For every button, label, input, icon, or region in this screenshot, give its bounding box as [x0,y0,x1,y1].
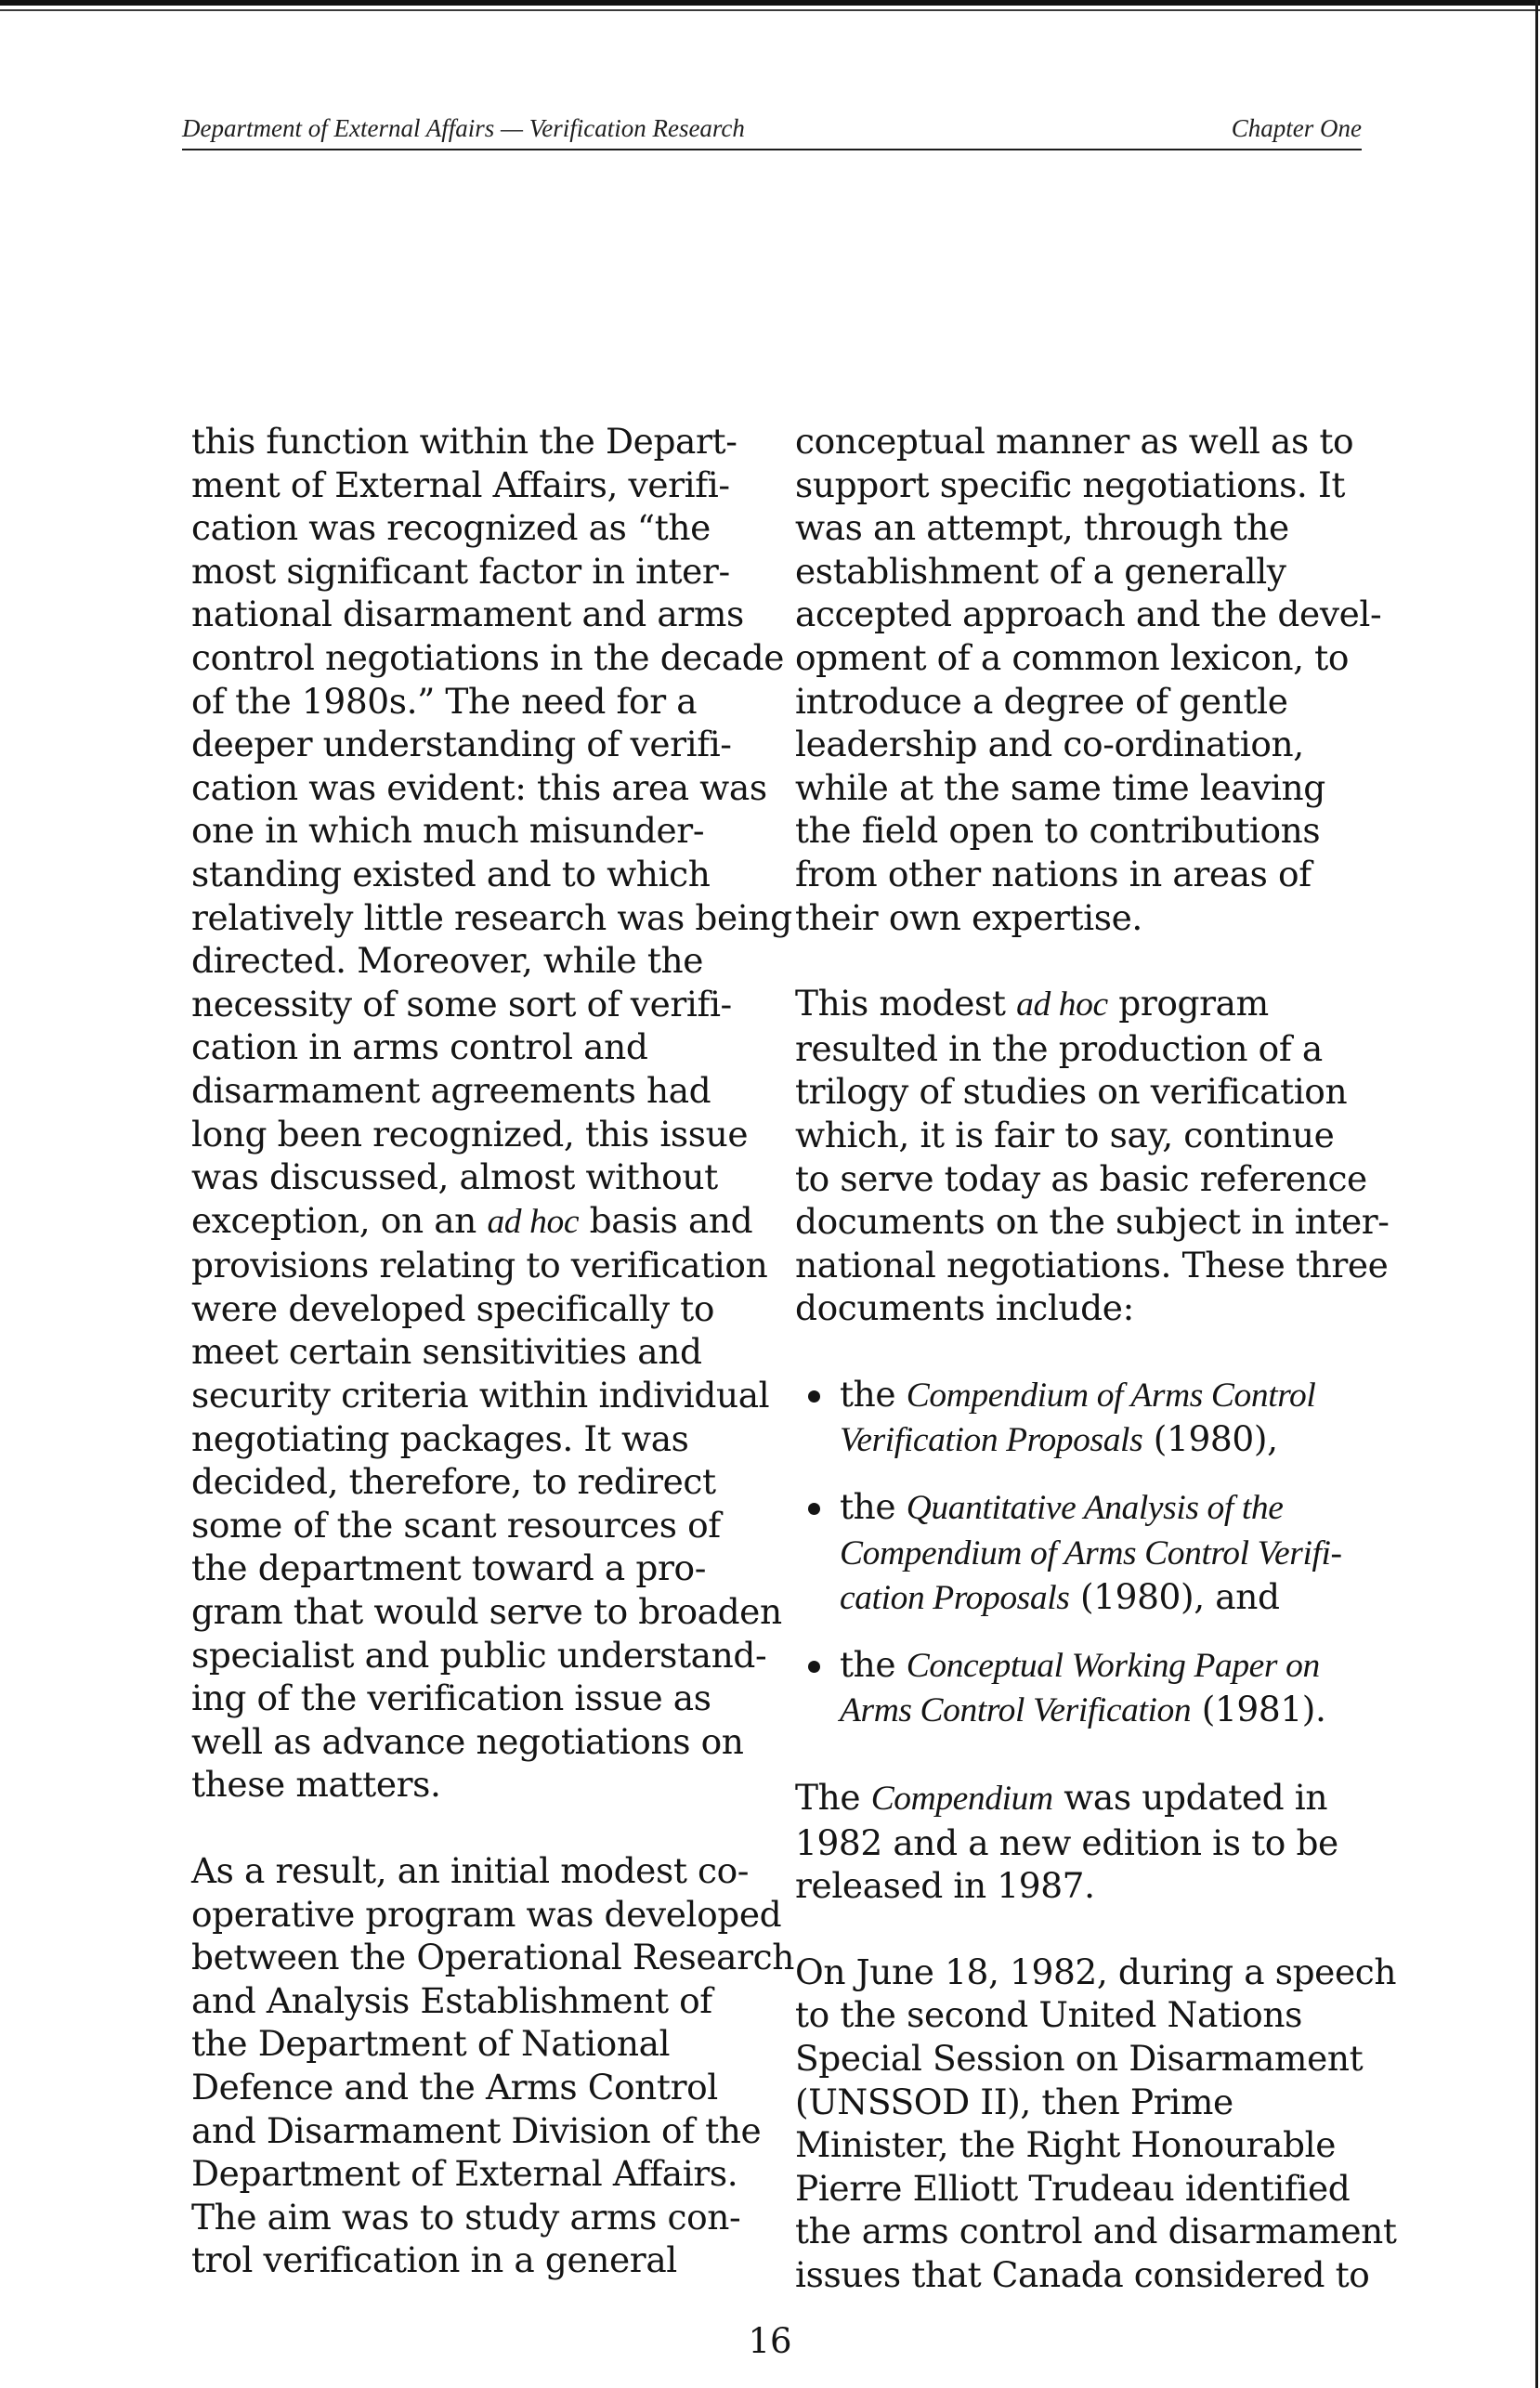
text-line: On June 18, 1982, during a speech [795,1951,1397,1992]
text-line: were developed specifically to [191,1287,715,1329]
text-line: operative program was developed [191,1893,782,1935]
text-line: (UNSSOD II), then Prime [795,2081,1233,2122]
text-line: 1982 and a new edition is to be [795,1821,1338,1863]
italic-term: ad hoc [1016,985,1108,1024]
text-line [840,1688,1390,1733]
text-line: security criteria within individual [191,1375,770,1416]
text-line: of the 1980s.” The need for a [191,680,698,722]
text-line: As a result, an initial modest co- [191,1850,750,1891]
paragraph [795,420,1390,939]
italic-title: Compendium of Arms Control [906,1376,1316,1415]
text-line: standing existed and to which [191,853,711,894]
text-line: well as advance negotiations on [191,1720,744,1762]
text-line: cation was evident: this area was [191,766,767,808]
text-line [840,1531,1390,1576]
text-line [191,1199,804,1245]
text-line: deeper understanding of verifi- [191,724,732,765]
text-line: establishment of a generally [795,550,1286,592]
text-line: ment of External Affairs, verifi- [191,463,730,505]
text-line [795,982,1390,1027]
text-line: long been recognized, this issue [191,1113,749,1155]
page-number: 16 [748,2321,792,2361]
paragraph [795,1776,1390,1908]
text-line: Pierre Elliott Trudeau identified [795,2167,1351,2209]
text-line: this function within the Depart- [191,421,737,462]
text-line: documents include: [795,1287,1134,1329]
text-segment: was updated in [1052,1777,1328,1819]
paragraph [191,1849,804,2282]
running-header [182,102,1362,150]
text-line: the Department of National [191,2023,671,2065]
text-line: support specific negotiations. It [795,463,1346,505]
text-line: issues that Canada considered to [795,2253,1370,2295]
text-line: which, it is fair to say, continue [795,1114,1335,1155]
list-item [795,1643,1390,1733]
text-line: directed. Moreover, while the [191,940,704,982]
text-line: necessity of some sort of verifi- [191,983,732,1024]
text-line: Defence and the Arms Control [191,2066,718,2107]
italic-term: ad hoc [487,1202,580,1241]
header-title: Department of External Affairs — Verification Research [182,114,745,142]
top-border-rule [0,0,1540,6]
text-line: between the Operational Research [191,1937,794,1978]
text-line: leadership and co-ordination, [795,724,1304,765]
text-line: one in which much misunder- [191,810,705,852]
italic-term: Compendium [870,1780,1053,1819]
text-line: conceptual manner as well as to [795,421,1354,462]
text-line: trilogy of studies on verification [795,1071,1348,1113]
top-border-thin-rule [0,9,1540,11]
text-line: the arms control and disarmament [795,2211,1397,2252]
text-line: trol verification in a general [191,2239,677,2281]
text-segment: the [840,1486,907,1528]
text-line: documents on the subject in inter- [795,1201,1390,1243]
italic-title: cation Proposals [840,1579,1070,1618]
text-line: national disarmament and arms [191,594,744,635]
text-line [840,1575,1390,1621]
text-line: ing of the verification issue as [191,1677,711,1719]
text-segment: (1981). [1191,1689,1326,1730]
text-line: was discussed, almost without [191,1156,718,1198]
text-line: relatively little research was being [191,896,792,938]
text-line: control negotiations in the decade [191,636,785,678]
text-segment: program [1107,983,1269,1024]
text-line: to serve today as basic reference [795,1157,1367,1199]
text-segment: The [795,1777,871,1819]
text-line [795,1776,1390,1821]
text-line: opment of a common lexicon, to [795,636,1350,678]
text-line: gram that would serve to broaden [191,1591,782,1633]
text-line: cation was recognized as “the [191,507,711,549]
text-segment: basis and [579,1199,753,1241]
text-segment: (1980), [1142,1418,1278,1460]
text-line [840,1485,1390,1531]
bullet-icon [808,1503,820,1515]
text-line: the department toward a pro- [191,1547,706,1589]
text-line: negotiating packages. It was [191,1417,689,1459]
italic-title: Arms Control Verification [840,1691,1192,1730]
text-segment: exception, on an [191,1199,488,1241]
text-line: introduce a degree of gentle [795,680,1288,722]
text-line: while at the same time leaving [795,766,1325,808]
text-line [840,1373,1390,1418]
text-line: Minister, the Right Honourable [795,2124,1337,2166]
header-chapter: Chapter One [1231,114,1362,142]
text-line: these matters. [191,1764,441,1806]
paragraph [795,1951,1397,2297]
italic-title: Verification Proposals [840,1421,1143,1460]
text-line: their own expertise. [795,896,1142,938]
text-line: decided, therefore, to redirect [191,1461,716,1503]
right-edge-line [1535,0,1538,2388]
bullet-icon [808,1661,820,1673]
text-line: Special Session on Disarmament [795,2038,1364,2079]
text-line: national negotiations. These three [795,1244,1389,1285]
list-item [795,1485,1390,1621]
text-line: resulted in the production of a [795,1027,1323,1069]
paragraph [795,982,1390,1330]
text-line: to the second United Nations [795,1994,1302,2036]
text-line: provisions relating to verification [191,1245,768,1286]
text-line: and Analysis Establishment of [191,1979,712,2021]
text-line: and Disarmament Division of the [191,2109,762,2151]
text-line: the field open to contributions [795,810,1321,852]
text-line: meet certain sensitivities and [191,1331,702,1373]
list-item [795,1373,1390,1463]
text-line: from other nations in areas of [795,853,1312,894]
text-line: The aim was to study arms con- [191,2196,741,2238]
text-line: most significant factor in inter- [191,550,730,592]
text-line: disarmament agreements had [191,1069,711,1111]
paragraph [191,420,804,1807]
italic-title: Compendium of Arms Control Verifi- [840,1533,1342,1572]
text-segment: the [840,1643,907,1685]
text-line: specialist and public understand- [191,1634,767,1676]
bullet-icon [808,1390,820,1403]
text-line [840,1417,1390,1463]
text-line: was an attempt, through the [795,507,1289,549]
text-line: accepted approach and the devel- [795,594,1382,635]
text-line: cation in arms control and [191,1026,648,1068]
text-line: released in 1987. [795,1865,1095,1907]
italic-title: Quantitative Analysis of the [906,1489,1284,1528]
text-line: some of the scant resources of [191,1504,721,1546]
text-segment: the [840,1373,907,1415]
left-column [191,420,804,2325]
document-list [795,1373,1390,1733]
text-line: Department of External Affairs. [191,2153,738,2195]
text-segment: This modest [795,983,1017,1024]
italic-title: Conceptual Working Paper on [906,1646,1320,1685]
right-column [795,420,1397,2340]
text-line [840,1643,1390,1689]
text-segment: (1980), and [1069,1576,1280,1618]
